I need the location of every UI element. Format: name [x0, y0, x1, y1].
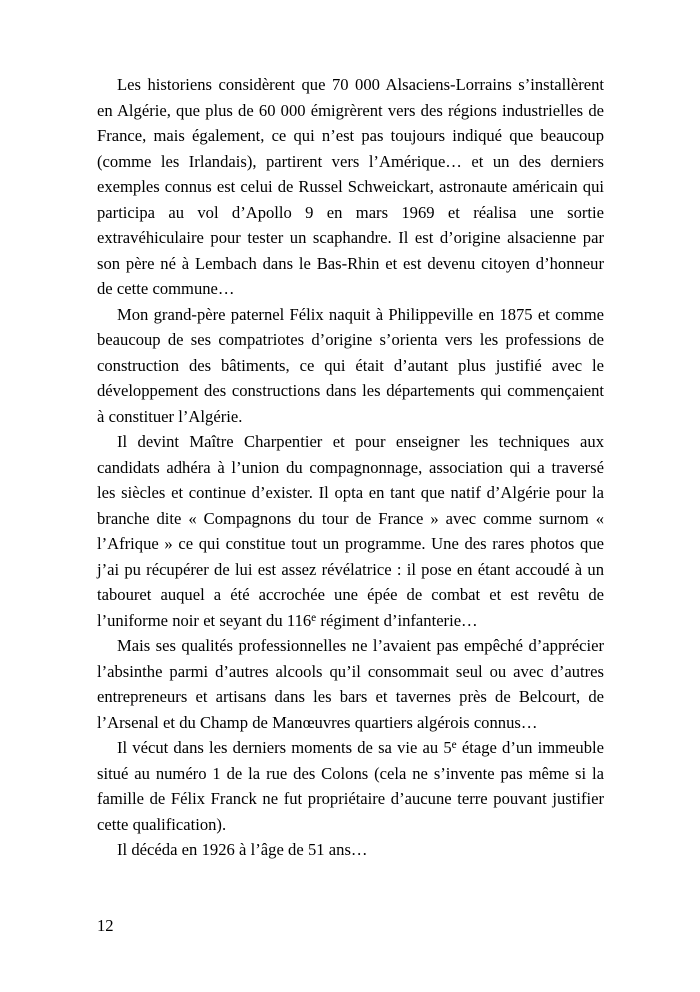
- paragraph-5: [97, 735, 604, 837]
- paragraph-3: [97, 429, 604, 633]
- paragraph-4: Mais ses qualités professionnelles ne l’avaient pas empêché d’apprécier l’absinthe parmi d’autres alcools qu’il consommait seul ou avec d’autres entrepreneurs et artisans dans les bars et tavernes près de Belcourt, de l’Arsenal et du Champ de Manœuvres quartiers algérois connus…: [97, 636, 604, 732]
- body-text-block: [97, 72, 604, 863]
- paragraph-6: Il décéda en 1926 à l’âge de 51 ans…: [117, 840, 368, 859]
- paragraph-5-text-before-superscript: Il vécut dans les derniers moments de sa vie au 5: [117, 738, 452, 757]
- paragraph-3-ordinal-superscript: e: [311, 611, 317, 624]
- paragraph-5-ordinal-superscript: e: [451, 738, 457, 751]
- paragraph-1: Les historiens considèrent que 70 000 Alsaciens-Lorrains s’installèrent en Algérie, que plus de 60 000 émigrèrent vers des régions industrielles de France, mais également, ce qui n’est pas toujours indiqué que beaucoup (comme les Irlandais), partirent vers l’Amérique… et un des derniers exemples connus est celui de Russel Schweickart, astronaute américain qui participa au vol d’Apollo 9 en mars 1969 et réalisa une sortie extravéhiculaire pour tester un scaphandre. Il est d’origine alsacienne par son père né à Lembach dans le Bas-Rhin et est devenu citoyen d’honneur de cette commune…: [97, 75, 604, 298]
- paragraph-3-text-before-superscript: Il devint Maître Charpentier et pour enseigner les techniques aux candidats adhéra à l’union du compagnonnage, association qui a traversé les siècles et continue d’exister. Il opta en tant que natif d’Algérie pour la branche dite « Compagnons du tour de France » avec comme surnom « l’Afrique » ce qui constitue tout un programme. Une des rares photos que j’ai pu récupérer de lui est assez révélatrice : il pose en étant accoudé à un tabouret auquel a été accrochée une épée de combat et est revêtu de l’uniforme noir et seyant du 116: [97, 432, 604, 630]
- paragraph-5-text-after-superscript: étage d’un immeuble situé au numéro 1 de la rue des Colons (cela ne s’invente pas même si la famille de Félix Franck ne fut propriétaire d’aucune terre pouvant justifier cette qualification).: [97, 738, 604, 834]
- paragraph-2: Mon grand-père paternel Félix naquit à Philippeville en 1875 et comme beaucoup de ses compatriotes d’origine s’orienta vers les professions de construction des bâtiments, ce qui était d’autant plus justifié avec le développement des constructions dans les départements qui commençaient à constituer l’Algérie.: [97, 304, 604, 426]
- paragraph-3-text-after-superscript: régiment d’infanterie…: [316, 610, 478, 630]
- page-number: 12: [97, 916, 114, 935]
